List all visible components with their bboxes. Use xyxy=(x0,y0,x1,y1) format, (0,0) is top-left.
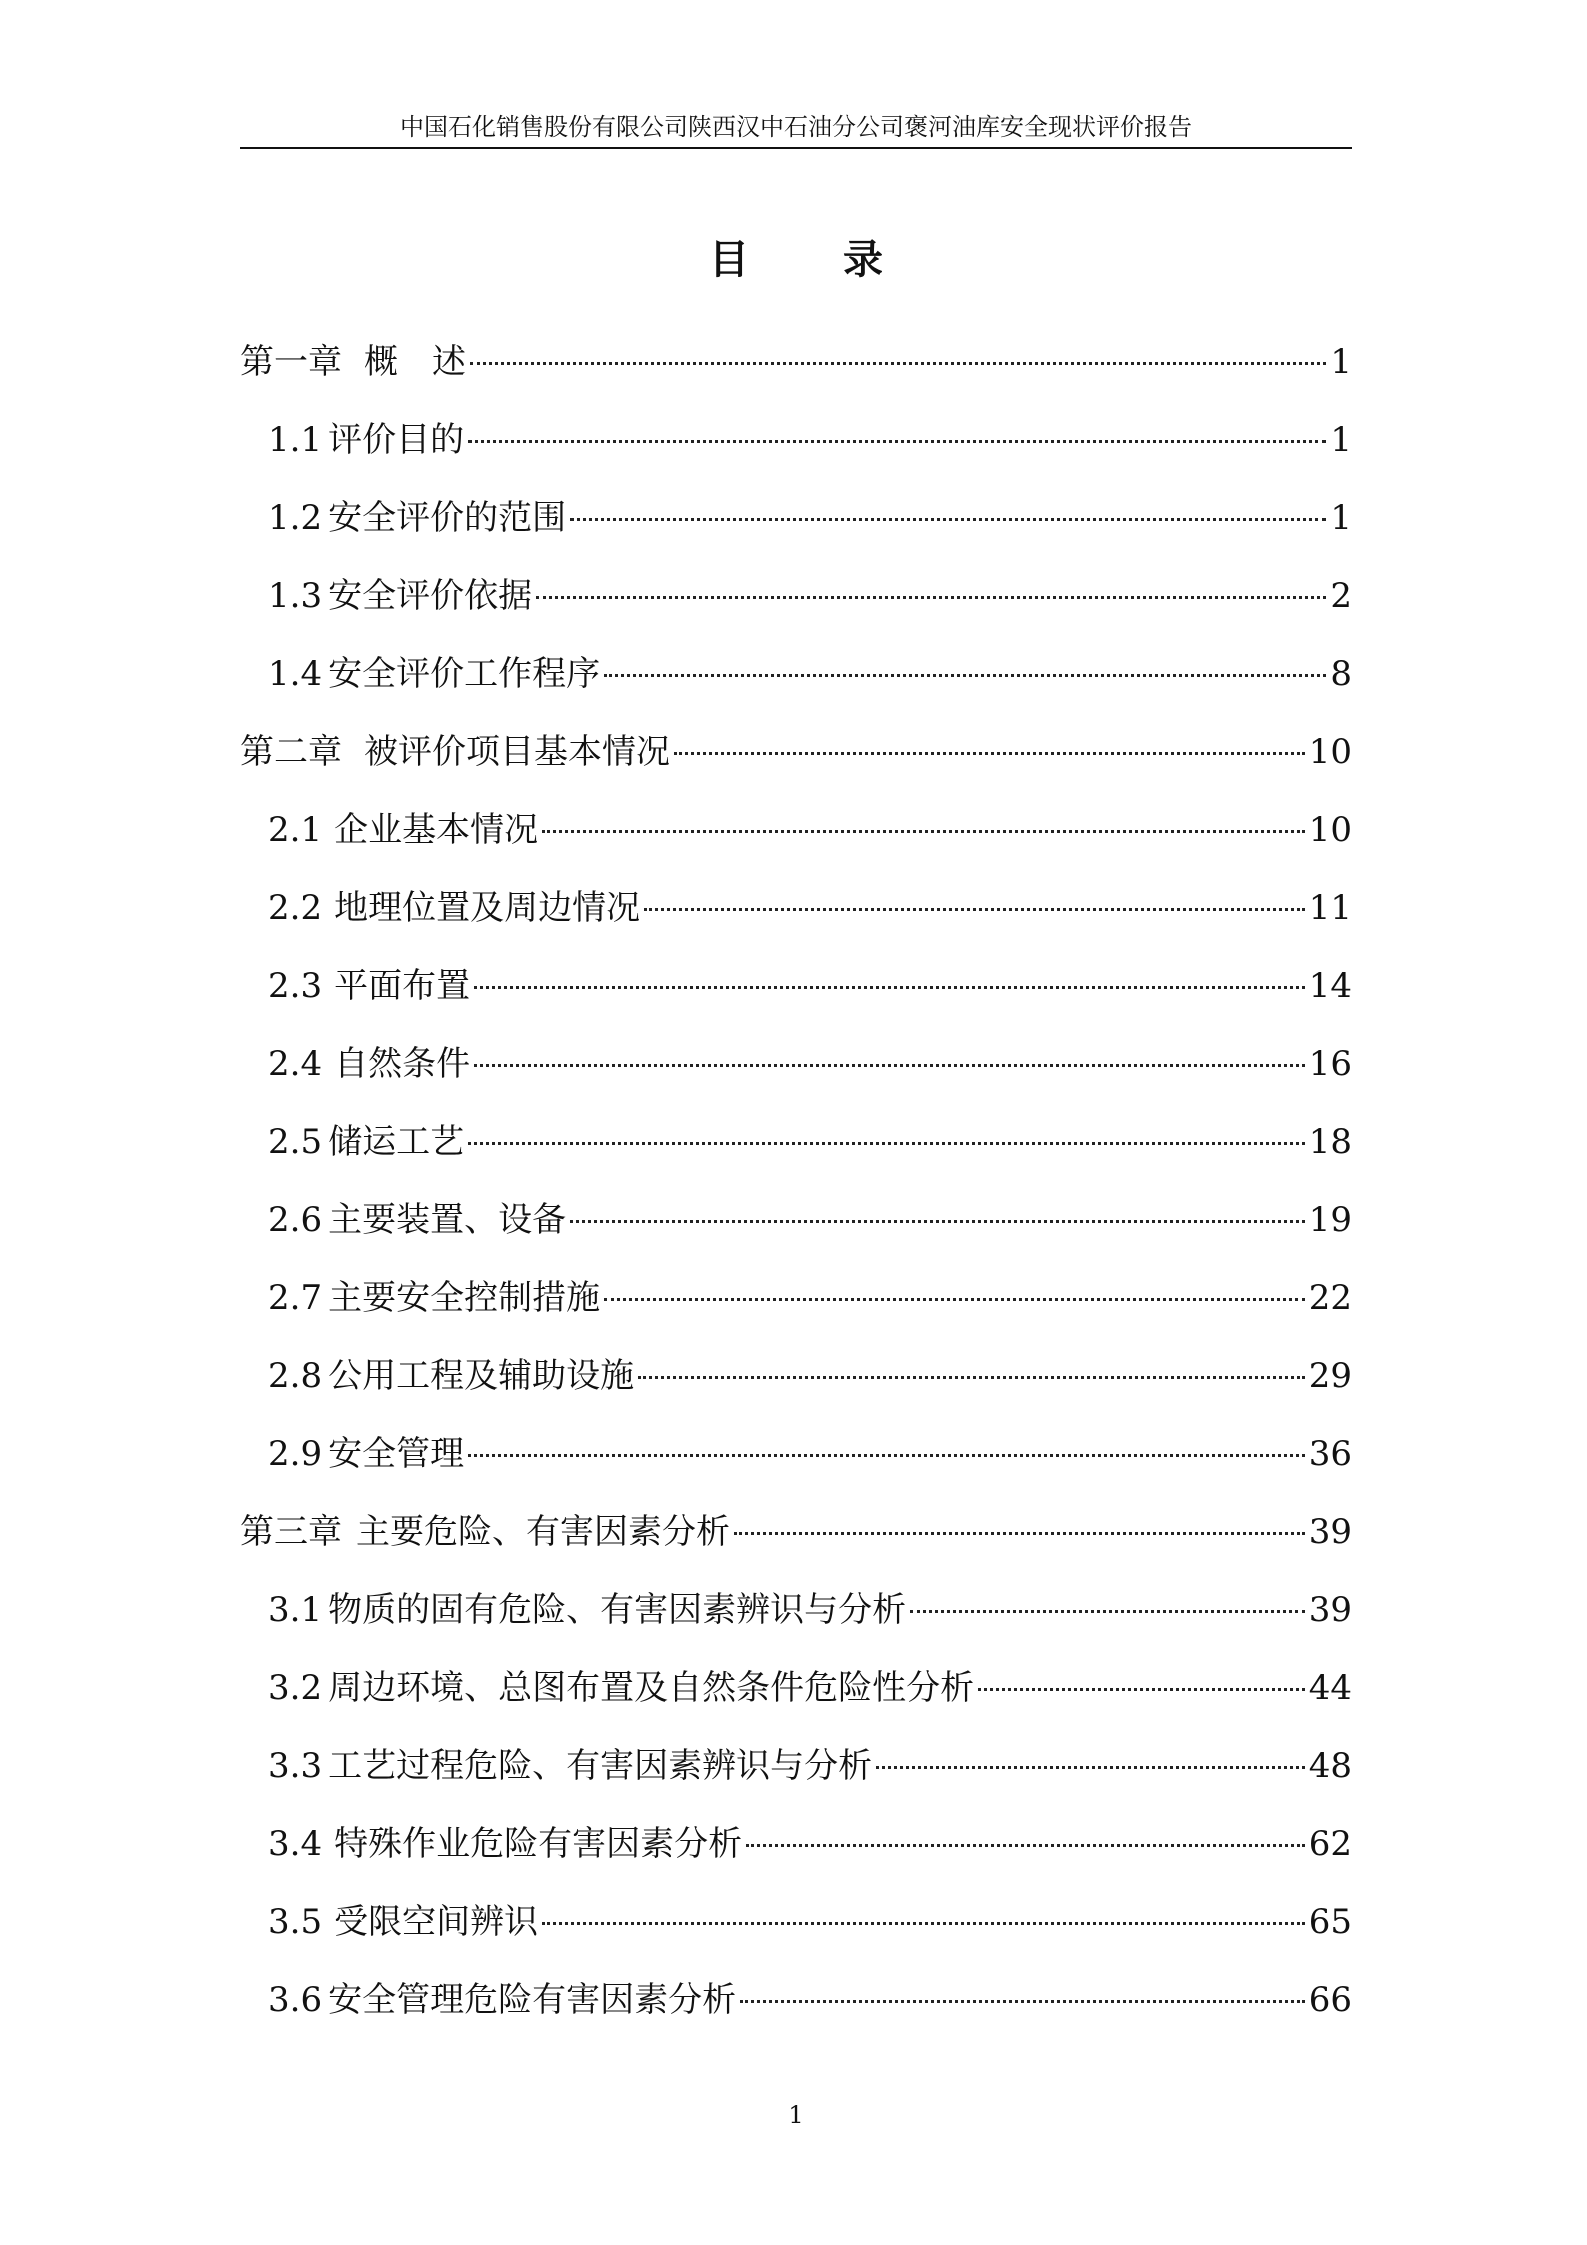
toc-entry[interactable] xyxy=(240,571,1352,649)
toc-entry-label xyxy=(268,1819,742,1869)
header-rule xyxy=(240,147,1352,149)
toc-dot-leader xyxy=(604,674,1326,677)
toc-entry[interactable] xyxy=(240,493,1352,571)
toc-entry-title: 公用工程及辅助设施 xyxy=(328,1356,635,1396)
toc-entry-page: 65 xyxy=(1308,1902,1352,1942)
toc-entry-label xyxy=(268,1897,538,1947)
toc-entry-page: 11 xyxy=(1308,888,1352,928)
toc-dot-leader xyxy=(746,1844,1305,1847)
toc-entry-number: 2.3 xyxy=(268,966,323,1006)
toc-entry-number: 3.5 xyxy=(268,1902,323,1942)
toc-entry-page: 10 xyxy=(1308,732,1352,772)
toc-dot-leader xyxy=(468,440,1326,443)
toc-dot-leader xyxy=(638,1376,1305,1379)
running-header: 中国石化销售股份有限公司陕西汉中石油分公司褒河油库安全现状评价报告 xyxy=(400,113,1192,141)
toc-entry-title: 安全评价的范围 xyxy=(328,498,567,538)
toc-entry-number: 3.2 xyxy=(268,1668,323,1708)
toc-entry-page: 44 xyxy=(1308,1668,1352,1708)
toc-dot-leader xyxy=(542,1922,1305,1925)
page-number: 1 xyxy=(788,2101,804,2129)
toc-entry[interactable] xyxy=(240,1429,1352,1507)
toc-entry-title: 特殊作业危险有害因素分析 xyxy=(334,1824,743,1864)
toc-entry-page: 39 xyxy=(1308,1590,1352,1630)
toc-entry-number: 第一章 xyxy=(240,342,342,382)
toc-dot-leader xyxy=(570,1220,1305,1223)
toc-entry-label xyxy=(268,493,566,543)
toc-entry-page: 22 xyxy=(1308,1278,1352,1318)
toc-entry[interactable] xyxy=(240,1897,1352,1975)
toc-entry-label xyxy=(240,727,670,777)
toc-entry-title: 工艺过程危险、有害因素辨识与分析 xyxy=(328,1746,873,1786)
toc-entry-title: 物质的固有危险、有害因素辨识与分析 xyxy=(328,1590,907,1630)
toc-entry-page: 48 xyxy=(1308,1746,1352,1786)
toc-dot-leader xyxy=(468,1454,1305,1457)
toc-entry[interactable] xyxy=(240,1351,1352,1429)
toc-list xyxy=(240,337,1352,2053)
toc-entry-page: 2 xyxy=(1330,576,1352,616)
toc-entry-label xyxy=(268,961,470,1011)
toc-entry-label xyxy=(268,1351,634,1401)
toc-dot-leader xyxy=(978,1688,1305,1691)
toc-entry-label xyxy=(268,1663,974,1713)
toc-entry-page: 1 xyxy=(1330,498,1352,538)
toc-entry[interactable] xyxy=(240,415,1352,493)
toc-entry[interactable] xyxy=(240,1819,1352,1897)
toc-entry-page: 39 xyxy=(1308,1512,1352,1552)
toc-entry[interactable] xyxy=(240,1663,1352,1741)
toc-entry[interactable] xyxy=(240,1585,1352,1663)
toc-entry-title: 被评价项目基本情况 xyxy=(364,732,670,772)
toc-entry-number: 1.1 xyxy=(268,420,323,460)
toc-entry-label xyxy=(268,1273,600,1323)
toc-entry-title: 自然条件 xyxy=(334,1044,471,1084)
toc-dot-leader xyxy=(740,2000,1305,2003)
toc-entry-label xyxy=(240,337,466,387)
toc-entry-label xyxy=(268,1117,464,1167)
toc-entry-page: 19 xyxy=(1308,1200,1352,1240)
toc-entry-number: 3.1 xyxy=(268,1590,323,1630)
toc-entry[interactable] xyxy=(240,1195,1352,1273)
toc-entry[interactable] xyxy=(240,1039,1352,1117)
toc-entry-label xyxy=(268,1429,464,1479)
toc-entry-title: 主要危险、有害因素分析 xyxy=(356,1512,730,1552)
toc-entry[interactable] xyxy=(240,1975,1352,2053)
toc-entry-label xyxy=(268,1975,736,2025)
toc-entry-number: 2.4 xyxy=(268,1044,323,1084)
toc-entry-number: 2.2 xyxy=(268,888,323,928)
toc-entry-title: 安全管理危险有害因素分析 xyxy=(328,1980,737,2020)
toc-entry-title: 安全管理 xyxy=(328,1434,465,1474)
toc-entry-number: 第二章 xyxy=(240,732,342,772)
toc-entry-title: 地理位置及周边情况 xyxy=(334,888,641,928)
toc-dot-leader xyxy=(470,362,1326,365)
toc-entry-label xyxy=(268,1741,872,1791)
toc-entry-number: 第三章 xyxy=(240,1512,342,1552)
toc-entry-number: 3.6 xyxy=(268,1980,323,2020)
toc-entry-page: 66 xyxy=(1308,1980,1352,2020)
toc-entry[interactable] xyxy=(240,727,1352,805)
toc-entry-title: 企业基本情况 xyxy=(334,810,539,850)
toc-entry-title: 主要装置、设备 xyxy=(328,1200,567,1240)
toc-entry-title: 周边环境、总图布置及自然条件危险性分析 xyxy=(328,1668,975,1708)
toc-entry[interactable] xyxy=(240,805,1352,883)
toc-entry[interactable] xyxy=(240,1741,1352,1819)
toc-entry-number: 2.8 xyxy=(268,1356,323,1396)
toc-dot-leader xyxy=(604,1298,1305,1301)
toc-entry-title: 主要安全控制措施 xyxy=(328,1278,601,1318)
toc-entry[interactable] xyxy=(240,337,1352,415)
toc-entry[interactable] xyxy=(240,649,1352,727)
toc-entry-label xyxy=(268,883,640,933)
toc-entry-number: 2.9 xyxy=(268,1434,323,1474)
toc-entry-label xyxy=(268,1195,566,1245)
toc-dot-leader xyxy=(536,596,1326,599)
toc-entry-page: 1 xyxy=(1330,420,1352,460)
toc-entry-label xyxy=(268,1039,470,1089)
toc-dot-leader xyxy=(644,908,1305,911)
toc-entry-number: 3.3 xyxy=(268,1746,323,1786)
toc-entry-label xyxy=(268,571,532,621)
toc-title: 目 录 xyxy=(709,237,923,283)
toc-entry-label xyxy=(268,1585,906,1635)
toc-entry-label xyxy=(240,1507,730,1557)
toc-entry[interactable] xyxy=(240,1117,1352,1195)
toc-entry-label xyxy=(268,649,600,699)
toc-entry-number: 1.4 xyxy=(268,654,323,694)
toc-dot-leader xyxy=(570,518,1326,521)
toc-entry[interactable] xyxy=(240,1273,1352,1351)
toc-dot-leader xyxy=(910,1610,1305,1613)
toc-entry-page: 62 xyxy=(1308,1824,1352,1864)
toc-dot-leader xyxy=(876,1766,1305,1769)
toc-dot-leader xyxy=(474,1064,1305,1067)
toc-entry-number: 2.1 xyxy=(268,810,323,850)
toc-entry-title: 储运工艺 xyxy=(328,1122,465,1162)
toc-entry-label xyxy=(268,805,538,855)
toc-entry[interactable] xyxy=(240,1507,1352,1585)
toc-entry-title: 安全评价依据 xyxy=(328,576,533,616)
toc-entry-page: 16 xyxy=(1308,1044,1352,1084)
toc-entry-number: 2.7 xyxy=(268,1278,323,1318)
toc-entry-page: 14 xyxy=(1308,966,1352,1006)
toc-entry-title: 平面布置 xyxy=(334,966,471,1006)
toc-entry-number: 1.2 xyxy=(268,498,323,538)
toc-entry-title: 安全评价工作程序 xyxy=(328,654,601,694)
toc-dot-leader xyxy=(734,1532,1305,1535)
toc-dot-leader xyxy=(468,1142,1305,1145)
toc-entry-page: 1 xyxy=(1330,342,1352,382)
toc-entry-page: 8 xyxy=(1330,654,1352,694)
toc-entry[interactable] xyxy=(240,883,1352,961)
toc-entry-page: 10 xyxy=(1308,810,1352,850)
toc-entry-title: 受限空间辨识 xyxy=(334,1902,539,1942)
toc-entry-number: 2.6 xyxy=(268,1200,323,1240)
toc-dot-leader xyxy=(674,752,1305,755)
toc-entry-label xyxy=(268,415,464,465)
toc-entry-title: 概 述 xyxy=(364,342,466,382)
toc-dot-leader xyxy=(474,986,1305,989)
toc-entry-title: 评价目的 xyxy=(328,420,465,460)
toc-entry-page: 29 xyxy=(1308,1356,1352,1396)
toc-dot-leader xyxy=(542,830,1305,833)
toc-entry-number: 1.3 xyxy=(268,576,323,616)
toc-entry-page: 36 xyxy=(1308,1434,1352,1474)
toc-entry-page: 18 xyxy=(1308,1122,1352,1162)
toc-entry[interactable] xyxy=(240,961,1352,1039)
toc-entry-number: 2.5 xyxy=(268,1122,323,1162)
toc-entry-number: 3.4 xyxy=(268,1824,323,1864)
